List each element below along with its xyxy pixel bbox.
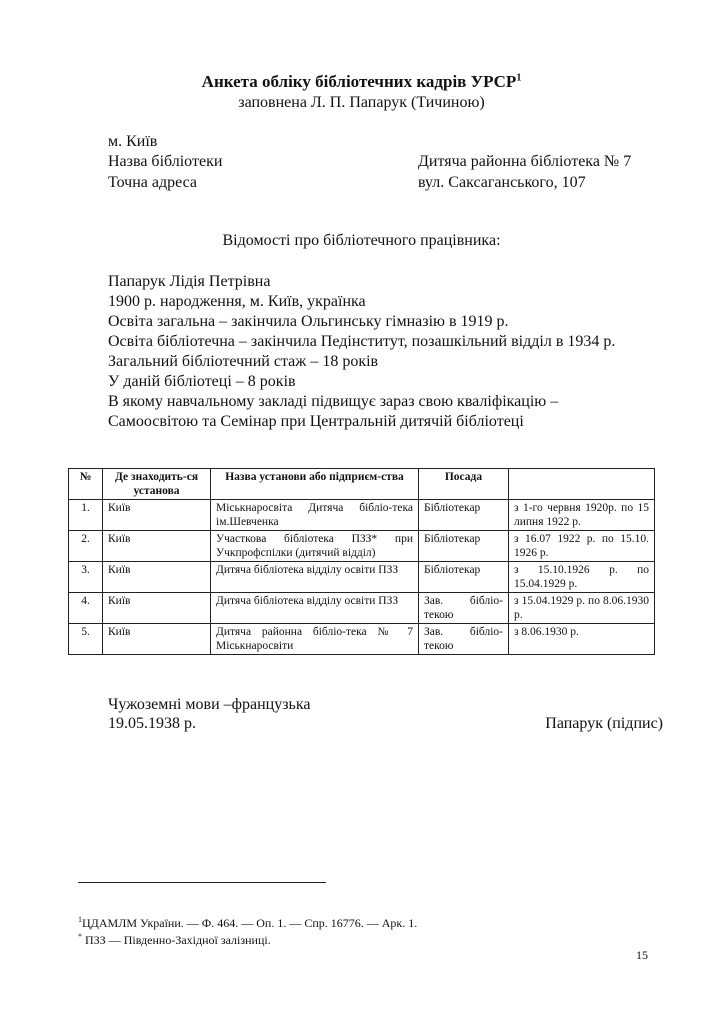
table-cell: Міськнаросвіта Дитяча бібліо-тека ім.Шевченка [211,500,419,531]
employment-table [68,468,655,655]
footnote-1-text: ЦДАМЛМ України. — Ф. 464. — Оп. 1. — Спр. 16776. — Арк. 1. [82,916,418,930]
table-cell: Участкова бібліотека ПЗЗ* при Учкпрофспілки (дитячий відділ) [211,531,419,562]
foreign-languages: Чужоземні мови –французька [108,696,311,713]
table-cell: з 1-го червня 1920р. по 15 липня 1922 р. [509,500,655,531]
footnote-2-mark: * [78,932,82,941]
worker-info-line: У даній бібліотеці – 8 років [108,373,296,390]
table-row [69,531,655,562]
footnote-2-text: ПЗЗ — Південно-Західної залізниці. [82,933,271,947]
footnote-1 [78,915,417,931]
table-header-row [69,469,655,500]
table-cell: 5. [69,624,103,655]
library-name-label: Назва бібліотеки [108,153,223,170]
table-cell: 1. [69,500,103,531]
table-cell: з 16.07 1922 р. по 15.10. 1926 р. [509,531,655,562]
document-subtitle: заповнена Л. П. Папарук (Тичиною) [238,94,485,111]
table-row [69,562,655,593]
title-footnote-mark: 1 [516,72,522,84]
table-row [69,500,655,531]
city: м. Київ [108,133,158,150]
table-row [69,593,655,624]
library-name-value: Дитяча районна бібліотека № 7 [418,153,632,170]
table-cell: Бібліотекар [419,562,509,593]
table-cell: Зав. бібліо-текою [419,624,509,655]
worker-info-line: 1900 р. народження, м. Київ, українка [108,293,366,310]
table-cell: Київ [103,593,211,624]
document-date: 19.05.1938 р. [108,715,196,732]
column-header: Посада [419,469,509,500]
signature: Папарук (підпис) [545,715,663,732]
worker-info-line: Освіта загальна – закінчила Ольгинську гімназію в 1919 р. [108,313,509,330]
table-cell: Київ [103,624,211,655]
table-cell: з 8.06.1930 р. [509,624,655,655]
column-header: Де знаходить-ся установа [103,469,211,500]
table-cell: Зав. бібліо-текою [419,593,509,624]
footnote-2 [78,932,271,948]
worker-info-line: Освіта бібліотечна – закінчила Педінститут, позашкільний відділ в 1934 р. [108,333,616,350]
table-cell: Київ [103,500,211,531]
address-label: Точна адреса [108,174,198,191]
table-cell: Київ [103,562,211,593]
table-row [69,624,655,655]
table-cell: 2. [69,531,103,562]
worker-info-line: В якому навчальному закладі підвищує зараз свою кваліфікацію – [108,393,559,410]
title-text: Анкета обліку бібліотечних кадрів УРСР [201,72,517,91]
table-cell: Бібліотекар [419,500,509,531]
table-cell: Дитяча бібліотека відділу освіти ПЗЗ [211,562,419,593]
column-header: Назва установи або підприєм-ства [211,469,419,500]
footnote-divider [78,882,326,883]
address-value: вул. Саксаганського, 107 [418,174,586,191]
section-title: Відомості про бібліотечного працівника: [222,232,501,249]
column-header: № [69,469,103,500]
table-cell: з 15.04.1929 р. по 8.06.1930 р. [509,593,655,624]
table-cell: Київ [103,531,211,562]
table-cell: Дитяча бібліотека відділу освіти ПЗЗ [211,593,419,624]
page-number: 15 [636,948,648,962]
table-cell: Бібліотекар [419,531,509,562]
worker-info-line: Загальний бібліотечний стаж – 18 років [108,353,379,370]
document-title [0,72,723,92]
worker-info-line: Самоосвітою та Семінар при Центральній дитячій бібліотеці [108,413,524,430]
table-cell: з 15.10.1926 р. по 15.04.1929 р. [509,562,655,593]
table-cell: Дитяча районна бібліо-тека № 7 Міськнаросвіти [211,624,419,655]
table-cell: 4. [69,593,103,624]
worker-info-line: Папарук Лідія Петрівна [108,273,271,290]
footnote-1-mark: 1 [78,915,82,924]
column-header [509,469,655,500]
table-cell: 3. [69,562,103,593]
